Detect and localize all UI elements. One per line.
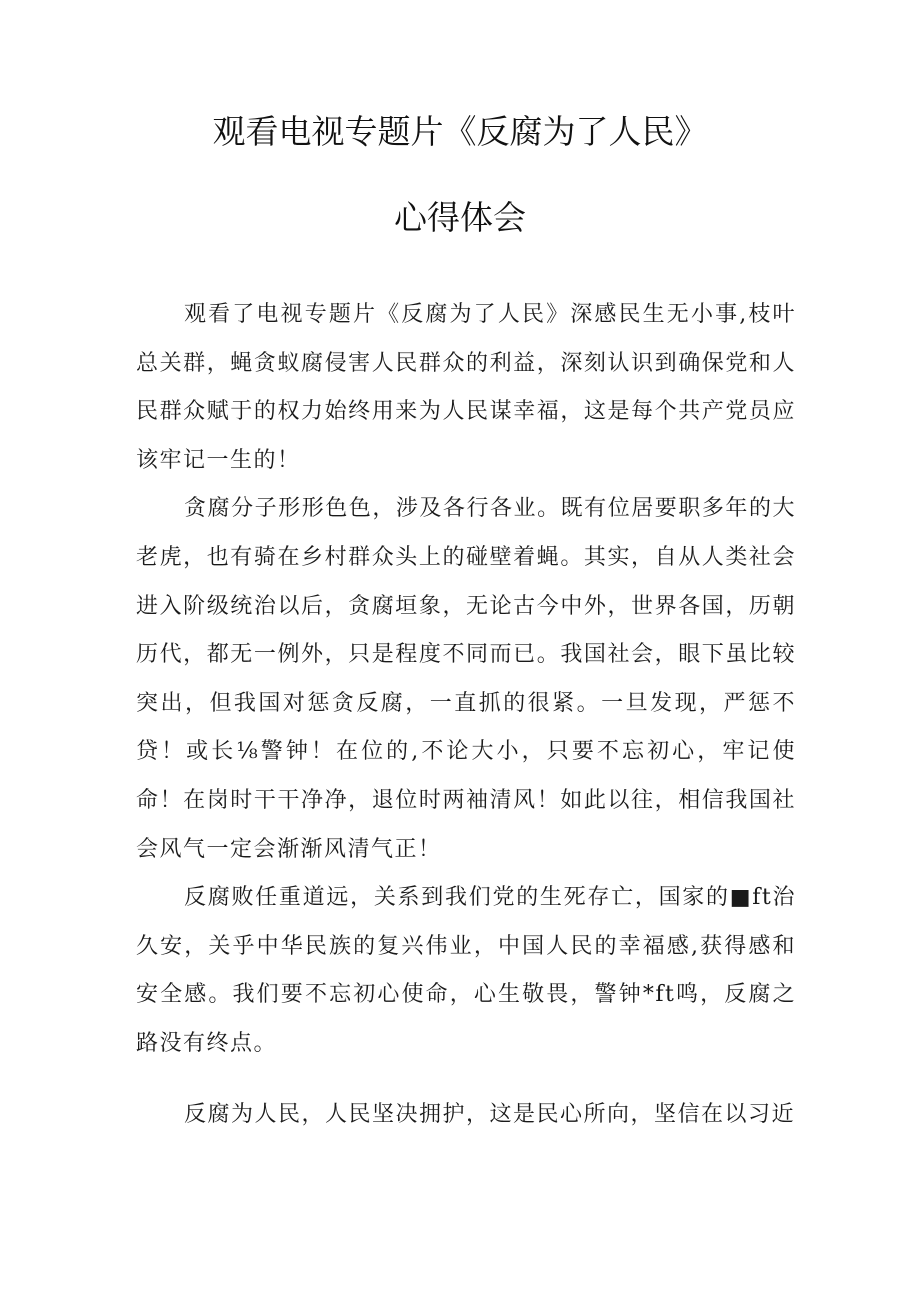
document-body xyxy=(136,291,796,1139)
paragraph-1: 观看了电视专题片《反腐为了人民》深感民生无小事,枝叶总关群，蝇贪蚁腐侵害人民群众的利益，深刻认识到确保党和人民群众赋于的权力始终用来为人民谋幸福，这是每个共产党员应该牢记一生的！ xyxy=(136,302,796,473)
paragraph-3: 反腐败任重道远，关系到我们党的生死存亡，国家的■ft治久安，关乎中华民族的复兴伟业，中国人民的幸福感,获得感和安全感。我们要不忘初心使命，心生敬畏，警钟*ft鸣，反腐之路没有终点。 xyxy=(136,885,796,1056)
document-title: 观看电视专题片《反腐为了人民》 xyxy=(212,112,708,151)
document-subtitle: 心得体会 xyxy=(394,198,526,237)
paragraph-4: 反腐为人民，人民坚决拥护，这是民心所向，坚信在以习近 xyxy=(184,1101,796,1127)
paragraph-2: 贪腐分子形形色色，涉及各行各业。既有位居要职多年的大老虎，也有骑在乡村群众头上的碰壁着蝇。其实，自从人类社会进入阶级统治以后，贪腐垣象，无论古今中外，世界各国，历朝历代，都无一例外，只是程度不同而已。我国社会，眼下虽比较突出，但我国对惩贪反腐，一直抓的很紧。一旦发现，严惩不贷！或长⅛警钟！在位的,不论大小，只要不忘初心，牢记使命！在岗时干干净净，退位时两袖清风！如此以往，相信我国社会风气一定会渐渐风清气正！ xyxy=(136,496,796,862)
